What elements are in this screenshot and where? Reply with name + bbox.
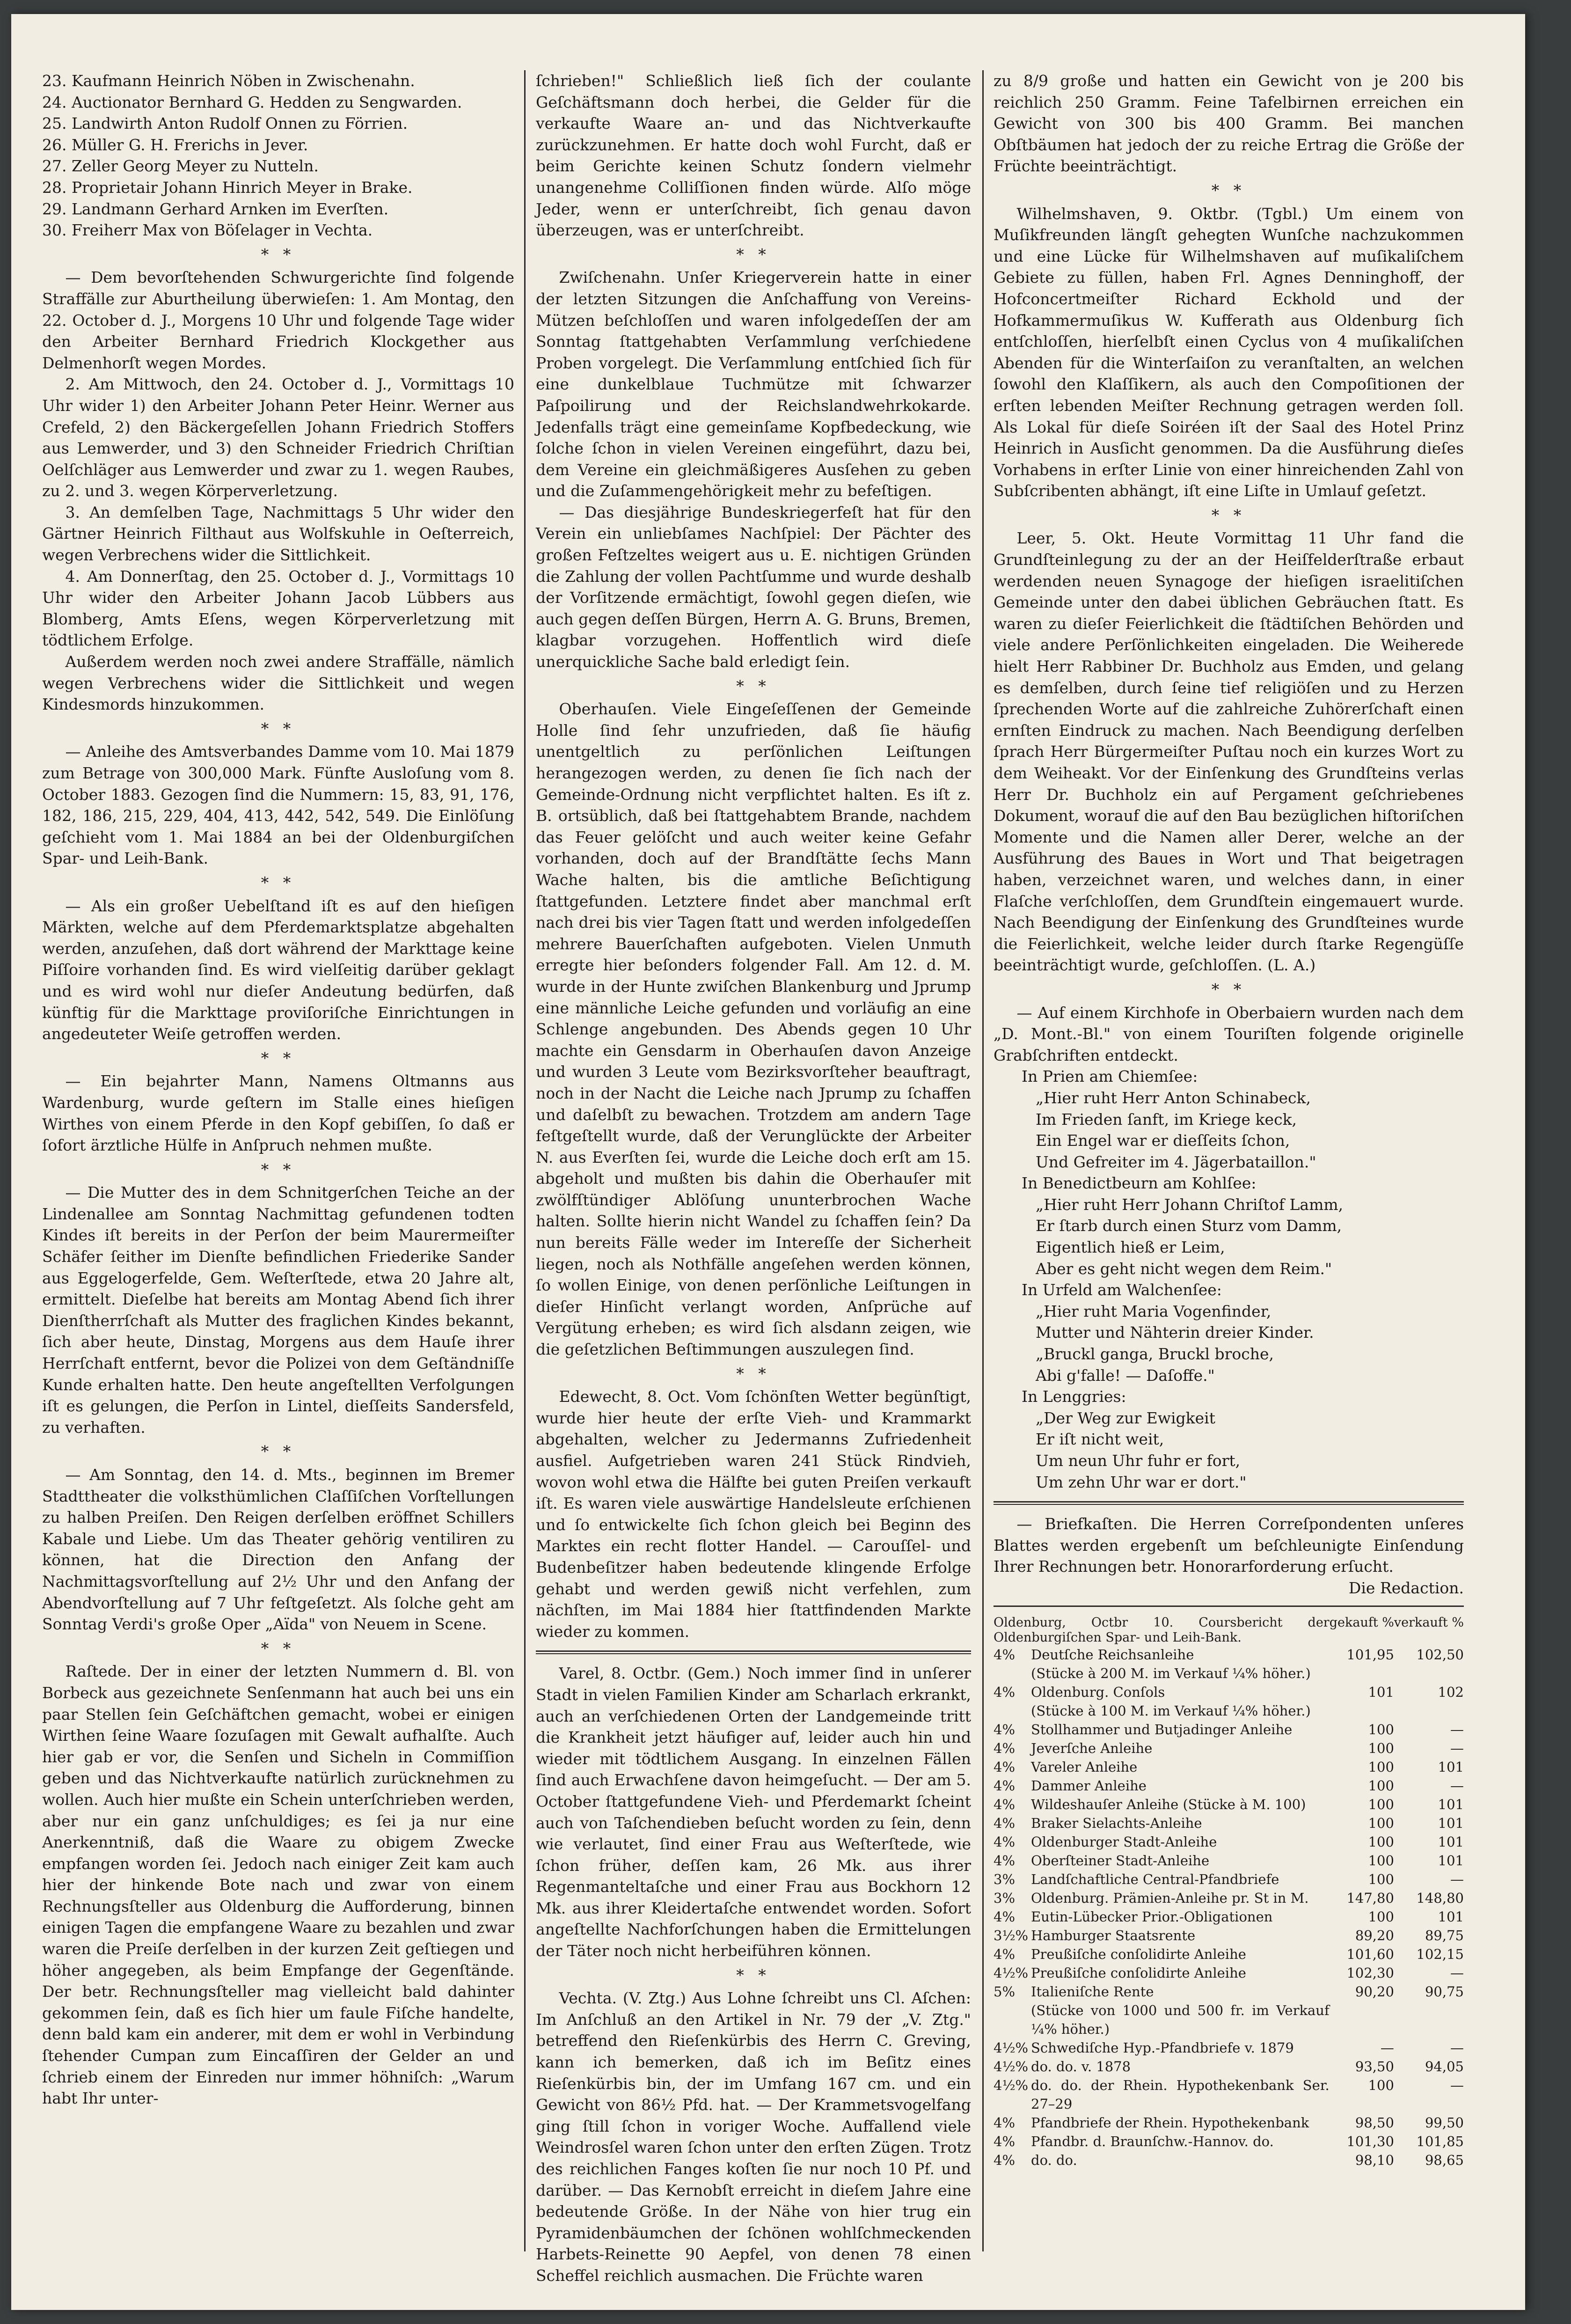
rate-name: Eutin-Lübecker Prior.-Obligationen: [1031, 1908, 1273, 1925]
table-row: [994, 1907, 1464, 1926]
exchange-rate-table: [994, 1615, 1464, 2170]
rate-name: do. do. v. 1878: [1031, 2058, 1131, 2075]
table-row: [994, 1964, 1464, 1982]
rate-buy: 98,50: [1355, 2114, 1394, 2131]
rate-percent: 4%: [994, 1777, 1016, 1794]
rate-percent: 4½%: [994, 1965, 1029, 1981]
article-paragraph: Oberhauſen. Viele Eingeſeſſenen der Gemeinde Holle ſind ſehr unzufrieden, daß ſie häufig unentgeltlich zu perſönlichen Leiſtungen herangezogen werden, zu denen ſie ſich nach der Gemeinde-Ordnung nicht verpflichtet halten. Es iſt z. B. ortsüblich, daß bei ſtattgehabtem Brande, nachdem das Feuer gelöſcht und auch weiter keine Gefahr vorhanden, doch auf der Brandſtätte ſechs Mann Wache halten, bis die amtliche Beſichtigung ſtattgefunden. Letztere findet aber manchmal erſt nach drei bis vier Tagen ſtatt und werden infolgedeſſen mehrere Bauerſchaften aufgeboten. Vielen Unmuth erregte hier beſonders folgender Fall. Am 12. d. M. wurde in der Hunte zwiſchen Blankenburg und Jprump eine männliche Leiche gefunden und vorläufig an eine Schlenge angebunden. Des Abends gegen 10 Uhr machte ein Gensdarm in Oberhauſen davon Anzeige und wurden 3 Leute vom Bezirksvorſteher beauftragt, noch in der Nacht die Leiche nach Jprump zu ſchaffen und daſelbſt zu bewachen. Trotzdem am andern Tage feſtgeſtellt wurde, daß der Verunglückte der Arbeiter N. aus Everſten ſei, wurde die Leiche doch erſt am 15. abgeholt und mußten bis dahin die Oberhauſer mit zwölfſtündiger Ablöſung ununterbrochen Wache halten. Sollte hierin nicht Wandel zu ſchaffen ſein? Da nun bereits Fälle weder im Intereſſe der Sicherheit liegen, noch als Nothfälle angeſehen werden können, ſo wollen Einige, von denen perſönliche Leiſtungen in dieſer Hinſicht verlangt worden, Anſprüche auf Vergütung erheben; es wird ſich alsdann zeigen, wie die geſetzlichen Beſtimmungen auszulegen ſind.: [536, 700, 971, 1359]
table-row: [994, 2057, 1464, 2076]
epitaph-line: Um neun Uhr fuhr er fort,: [1036, 1452, 1241, 1470]
article-paragraph: — Auf einem Kirchhofe in Oberbaiern wurden nach dem „D. Mont.-Bl." von einem Touriſten folgende originelle Grabſchriften entdeckt.: [994, 1003, 1464, 1064]
article-paragraph: — Das diesjährige Bundeskriegerfeſt hat für den Verein ein unliebſames Nachſpiel: Der Pächter des großen Feſtzeltes weigert aus u. E. nichtigen Gründen die Zahlung der vollen Pachtſumme und wurde deshalb der Vorſitzende ermächtigt, ſowohl gegen dieſen, wie auch gegen deſſen Bürgen, Herrn A. G. Bruns, Bremen, klagbar vorzugehen. Hoffentlich wird dieſe unerquickliche Sache bald erledigt ſein.: [536, 503, 971, 671]
rate-percent: 4½%: [994, 2039, 1029, 2056]
separator-stars: * *: [736, 1364, 771, 1383]
rate-sell: 102,15: [1416, 1946, 1464, 1962]
rate-percent: [994, 1664, 1031, 1683]
rate-buy: [1330, 1701, 1394, 1720]
rate-buy: 100: [1368, 2077, 1394, 2093]
table-row: [994, 2113, 1464, 2132]
rate-sell: [1394, 2001, 1464, 2038]
article-paragraph: — Ein bejahrter Mann, Namens Oltmanns aus Wardenburg, wurde geſtern im Stalle eines hieſigen Wirthes von einem Pferde in den Kopf gebiſſen, ſo daß er ſofort ärztliche Hülfe in Anſpruch nehmen mußte.: [42, 1072, 514, 1155]
rate-percent: 3%: [994, 1890, 1016, 1906]
rate-sell: 101: [1438, 1815, 1464, 1831]
newspaper-page: [11, 14, 1525, 2310]
rate-sell: —: [1450, 1777, 1464, 1794]
table-row: [994, 1645, 1464, 1664]
rate-buy: 100: [1368, 1721, 1394, 1738]
epitaph-line: Im Frieden ſanft, im Kriege keck,: [1036, 1110, 1297, 1129]
sell-header: verkauft %: [1394, 1615, 1464, 1630]
table-row: [994, 1795, 1464, 1814]
rate-buy: 101,95: [1346, 1646, 1394, 1663]
epitaph-line: Aber es geht nicht wegen dem Reim.": [1036, 1259, 1332, 1278]
rate-sell: 101: [1438, 1796, 1464, 1812]
rate-sell: 148,80: [1416, 1890, 1464, 1906]
table-row: [994, 1851, 1464, 1870]
separator-stars: * *: [736, 245, 771, 264]
rate-buy: —: [1380, 2039, 1394, 2056]
rate-percent: 3½%: [994, 1927, 1029, 1943]
list-item: 28. Proprietair Johann Hinrich Meyer in Brake.: [42, 178, 413, 197]
rate-name: Stollhammer und Butjadinger Anleihe: [1031, 1721, 1293, 1738]
article-paragraph: — Als ein großer Uebelſtand iſt es auf den hieſigen Märkten, welche auf dem Pferdemarktsplatze abgehalten werden, anzuſehen, daß dort während der Markttage keine Piſſoire vorhanden ſind. Es wird vielſeitig darüber geklagt und es wird wohl nur dieſer Andeutung bedürfen, daß künftig für die Markttage proviſoriſche Einrichtungen in angedeuteter Weiſe getroffen werden.: [42, 896, 514, 1043]
rate-percent: 4½%: [994, 2077, 1029, 2093]
epitaph-line: „Bruckl ganga, Bruckl broche,: [1036, 1345, 1274, 1364]
article-paragraph: 3. An demſelben Tage, Nachmittags 5 Uhr wider den Gärtner Heinrich Filthaut aus Wolfskuhle in Oeſterreich, wegen Verbrechens wider die Sittlichkeit.: [42, 503, 514, 565]
rate-percent: 4%: [994, 1721, 1016, 1738]
table-row: [994, 1982, 1464, 2001]
separator-stars: * *: [261, 1160, 296, 1179]
article-paragraph: Vechta. (V. Ztg.) Aus Lohne ſchreibt uns Cl. Aſchen: Im Anſchluß an den Artikel in Nr. 79 der „V. Ztg." betreffend den Rieſenkürbis des Herrn C. Greving, kann ich bemerken, daß ich im Beſitz eines Rieſenkürbis bin, der im Umfang 167 cm. und ein Gewicht von 86½ Pfd. hat. — Der Krammetsvogelfang ging ſtill ſchon in voriger Woche. Auffallend viele Weindrosſel waren ſchon unter den erſten Zügen. Trotz des reichlichen Fanges koſten ſie nur noch 10 Pf. und darüber. — Das Kernobſt erreicht in dieſem Jahre eine bedeutende Größe. In der Nähe von hier trug ein Pyramidenbäumchen der ſchönen wohlſchmeckenden Harbets-Reinette 90 Aepfel, von denen 78 einen Scheffel reichlich ausmachen. Die Früchte waren: [536, 1989, 971, 2285]
separator-stars: * *: [736, 1965, 771, 1984]
rate-name: Preußiſche conſolidirte Anleihe: [1031, 1946, 1246, 1962]
article-paragraph: Außerdem werden noch zwei andere Straffälle, nämlich wegen Verbrechens wider die Sittlichkeit und wegen Kindesmords hinzukommen.: [42, 652, 514, 714]
epitaph-block: [994, 1066, 1464, 1493]
table-row: [994, 1720, 1464, 1739]
rate-buy: 100: [1368, 1852, 1394, 1869]
rate-buy: 100: [1368, 1777, 1394, 1794]
section-rule: [994, 1606, 1464, 1607]
table-row: [994, 1701, 1464, 1720]
rate-sell: 90,75: [1425, 1983, 1464, 2000]
table-header: [994, 1615, 1464, 1645]
rate-percent: 4%: [994, 1815, 1016, 1831]
rate-percent: 3%: [994, 1871, 1016, 1887]
rate-name: Hamburger Staatsrente: [1031, 1927, 1196, 1943]
rate-name: (Stücke von 1000 und 500 fr. im Verkauf ¼% höher.): [1031, 2002, 1330, 2037]
rate-percent: 4%: [994, 1759, 1016, 1775]
column-1: [42, 70, 514, 2270]
rate-name: Oldenburg. Conſols: [1031, 1684, 1165, 1700]
separator-stars: * *: [261, 1639, 296, 1657]
separator-stars: * *: [261, 719, 296, 738]
rate-sell: 99,50: [1425, 2114, 1464, 2131]
rate-buy: 101: [1368, 1684, 1394, 1700]
epitaph-line: „Hier ruht Maria Vogenfinder,: [1036, 1302, 1271, 1320]
rate-name: do. do. der Rhein. Hypothekenbank Ser. 27–29: [1031, 2077, 1330, 2112]
separator-stars: * *: [1211, 181, 1246, 199]
rate-name: Vareler Anleihe: [1031, 1759, 1138, 1775]
table-row: [994, 1683, 1464, 1701]
list-item: 29. Landmann Gerhard Arnken im Everſten.: [42, 199, 389, 218]
rate-name: Preußiſche conſolidirte Anleihe: [1031, 1965, 1246, 1981]
table-row: [994, 1833, 1464, 1851]
rate-name: Oberſteiner Stadt-Anleihe: [1031, 1852, 1210, 1869]
rate-rows: [994, 1645, 1464, 2170]
table-row: [994, 1776, 1464, 1795]
rate-buy: 90,20: [1355, 1983, 1394, 2000]
rate-percent: 4%: [994, 2133, 1016, 2149]
table-row: [994, 1945, 1464, 1964]
rate-buy: 100: [1368, 1740, 1394, 1756]
table-row: [994, 2151, 1464, 2170]
rate-sell: 101: [1438, 1908, 1464, 1925]
article-paragraph: zu 8/9 große und hatten ein Gewicht von je 200 bis reichlich 250 Gramm. Feine Tafelbirnen erreichen ein Gewicht von 300 bis 400 Gramm. Bei manchen Obſtbäumen hat jedoch der zu reiche Ertrag die Größe der Früchte beeinträchtigt.: [994, 72, 1464, 176]
separator-stars: * *: [261, 873, 296, 892]
rate-percent: [994, 2001, 1031, 2038]
rate-percent: 4%: [994, 2114, 1016, 2131]
rate-percent: 4%: [994, 1833, 1016, 1850]
list-item: 24. Auctionator Bernhard G. Hedden zu Sengwarden.: [42, 93, 462, 111]
epitaph-line: Er ſtarb durch einen Sturz vom Damm,: [1036, 1217, 1342, 1235]
epitaph-place: In Benedictbeurn am Kohlſee:: [1022, 1174, 1257, 1193]
table-row: [994, 2001, 1464, 2038]
rate-percent: 4½%: [994, 2058, 1029, 2075]
article-paragraph: Zwiſchenahn. Unſer Kriegerverein hatte in einer der letzten Sitzungen die Anſchaffung von Vereins-Mützen beſchloſſen und waren infolgedeſſen der am Sonntag ſtattgehabten Verſammlung verſchiedene Proben vorgelegt. Die Verſammlung entſchied ſich für eine dunkelblaue Tuchmütze mit ſchwarzer Paſpoilirung und der Reichslandwehrkokarde. Jedenfalls trägt eine gemeinſame Kopfbedeckung, wie ſolche ſchon in vielen Vereinen eingeführt, dazu bei, dem Vereine ein gleichmäßigeres Ausſehen zu geben und die Zuſammengehörigkeit mehr zu befeſtigen.: [536, 268, 971, 500]
table-row: [994, 1889, 1464, 1907]
article-paragraph: Leer, 5. Okt. Heute Vormittag 11 Uhr fand die Grundſteinlegung zu der an der Heiſfelderſtraße erbaut werdenden neuen Synagoge der hieſigen israelitiſchen Gemeinde unter den dabei üblichen Gebräuchen ſtatt. Es waren zu dieſer Feierlichkeit die ſtädtiſchen Behörden und viele andere Perſönlichkeiten eingeladen. Die Weiherede hielt Herr Rabbiner Dr. Buchholz aus Emden, und gelang es demſelben, durch ſeine tief religiöſen und zu Herzen ſprechenden Worte auf die zahlreiche Zuhörerſchaft einen ernſten Eindruck zu machen. Nach Beendigung derſelben ſprach Herr Bürgermeiſter Puſtau noch ein kurzes Wort zu dem Weiheakt. Vor der Einſenkung des Grundſteins verlas Herr Dr. Buchholz ein auf Pergament geſchriebenes Dokument, worauf die auf den Bau bezüglichen hiſtoriſchen Momente und die Namen aller Derer, welche an der Ausführung des Baues in Wort und That beigetragen haben, verzeichnet waren, und welches dann, in einer Flaſche verſchloſſen, dem Grundſtein eingemauert wurde. Nach Beendigung der Einſenkung des Grundſteines wurde die Feierlichkeit, welche leider durch ſtarke Regengüſſe beeinträchtigt wurde, geſchloſſen. (L. A.): [994, 529, 1464, 975]
rates-title: Oldenburg, Octbr 10. Coursbericht der Oldenburgiſchen Spar- und Leih-Bank.: [994, 1615, 1330, 1645]
rate-percent: 4%: [994, 1852, 1016, 1869]
rate-name: Schwediſche Hyp.-Pfandbriefe v. 1879: [1031, 2039, 1294, 2056]
separator-stars: * *: [736, 676, 771, 695]
rate-sell: —: [1450, 1740, 1464, 1756]
rate-percent: 4%: [994, 1646, 1016, 1663]
table-row: [994, 2038, 1464, 2057]
epitaph-line: Eigentlich hieß er Leim,: [1036, 1238, 1225, 1257]
separator-stars: * *: [1211, 506, 1246, 524]
separator-stars: * *: [261, 1048, 296, 1067]
rate-name: Deutſche Reichsanleihe: [1031, 1646, 1194, 1663]
article-paragraph: Varel, 8. Octbr. (Gem.) Noch immer ſind in unſerer Stadt in vielen Familien Kinder am Scharlach erkrankt, auch an verſchiedenen Orten der Landgemeinde tritt die Krankheit jetzt häufiger auf, leider auch hin und wieder mit tödtlichem Ausgang. In einzelnen Fällen ſind auch Erwachſene davon heimgeſucht. — Der am 5. October ſtattgefundene Vieh- und Pferdemarkt ſcheint auch von Taſchendieben beſucht worden zu ſein, denn wie verlautet, ſind einer Frau aus Weſterſtede, wie ſchon früher, deſſen kam, 26 Mk. aus ihrer Regenmanteltaſche und einer Frau aus Bockhorn 12 Mk. aus ihrer Kleidertaſche entwendet worden. Sofort angeſtellte Nachforſchungen haben die Ermittelungen der Täter noch nicht herbeiführen können.: [536, 1664, 971, 1960]
column-3: [994, 70, 1464, 2270]
article-paragraph: — Am Sonntag, den 14. d. Mts., beginnen im Bremer Stadttheater die volksthümlichen Claſſiſchen Vorſtellungen zu halben Preiſen. Den Reigen derſelben eröffnet Schillers Kabale und Liebe. Um das Theater gehörig ventiliren zu können, hat die Direction den Anfang der Nachmittagsvorſtellung auf 2½ Uhr und den Anfang der Abendvorſtellung auf 7 Uhr feſtgeſetzt. Als ſolche geht am Sonntag Verdi's große Oper „Aïda" von Neuem in Scene.: [42, 1466, 514, 1634]
rate-sell: 101: [1438, 1852, 1464, 1869]
epitaph-line: Abi g'falle! — Daſoffe.": [1036, 1366, 1215, 1385]
rate-name: (Stücke à 100 M. im Verkauf ¼% höher.): [1031, 1702, 1311, 1719]
list-item: 30. Freiherr Max von Böſelager in Vechta.: [42, 221, 373, 240]
rate-percent: 4%: [994, 1740, 1016, 1756]
section-rule: [536, 1650, 971, 1654]
rate-name: Wildeshauſer Anleihe (Stücke à M. 100): [1031, 1796, 1306, 1812]
rate-buy: 89,20: [1355, 1927, 1394, 1943]
rate-name: Landſchaftliche Central-Pfandbriefe: [1031, 1871, 1279, 1887]
separator-stars: * *: [261, 1442, 296, 1461]
rate-sell: [1394, 1664, 1464, 1683]
list-item: 27. Zeller Georg Meyer zu Nutteln.: [42, 157, 319, 176]
column-2: [536, 70, 971, 2285]
section-rule: [994, 1501, 1464, 1505]
table-row: [994, 1814, 1464, 1833]
list-item: 26. Müller G. H. Frerichs in Jever.: [42, 135, 308, 154]
rate-buy: 100: [1368, 1759, 1394, 1775]
rate-buy: 93,50: [1355, 2058, 1394, 2075]
rate-sell: —: [1450, 2039, 1464, 2056]
list-item: 25. Landwirth Anton Rudolf Onnen zu Förrien.: [42, 114, 408, 133]
epitaph-place: In Prien am Chiemſee:: [1022, 1067, 1198, 1086]
rate-buy: 102,30: [1346, 1965, 1394, 1981]
rate-buy: 100: [1368, 1796, 1394, 1812]
separator-stars: * *: [261, 245, 296, 264]
epitaph-line: „Der Weg zur Ewigkeit: [1036, 1408, 1215, 1427]
rate-buy: [1330, 2001, 1394, 2038]
rate-sell: —: [1450, 2077, 1464, 2093]
table-row: [994, 1664, 1464, 1683]
epitaph-line: Ein Engel war er dieſſeits ſchon,: [1036, 1131, 1290, 1150]
column-rule: [524, 70, 526, 2251]
rate-name: Pfandbriefe der Rhein. Hypothekenbank: [1031, 2114, 1309, 2131]
article-paragraph: Edewecht, 8. Oct. Vom ſchönſten Wetter begünſtigt, wurde hier heute der erſte Vieh- und Krammarkt abgehalten, welcher zu Jedermanns Zufriedenheit ausfiel. Aufgetrieben waren 241 Stück Rindvieh, wovon wohl etwa die Hälfte bei guten Preiſen verkauft iſt. Es waren viele auswärtige Handelsleute erſchienen und ſo entwickelte ſich ſchon gleich bei Beginn des Marktes ein recht flotter Handel. — Carouſſel- und Budenbeſitzer haben bedeutende klingende Erfolge gehabt und werden gewiß nicht verfehlen, zum nächſten, im Mai 1884 hier ſtattfindenden Markte wieder zu kommen.: [536, 1387, 971, 1641]
table-row: [994, 2132, 1464, 2151]
rate-sell: 94,05: [1425, 2058, 1464, 2075]
epitaph-line: Er iſt nicht weit,: [1036, 1430, 1164, 1449]
epitaph-line: „Hier ruht Herr Anton Schinabeck,: [1036, 1088, 1311, 1107]
rate-sell: 89,75: [1425, 1927, 1464, 1943]
article-paragraph: 4. Am Donnerſtag, den 25. October d. J., Vormittags 10 Uhr wider den Arbeiter Johann Jacob Lübbers aus Blomberg, Amts Eſens, wegen Körperverletzung mit tödtlichem Erfolge.: [42, 567, 514, 650]
rate-sell: —: [1450, 1871, 1464, 1887]
briefkasten-notice: — Briefkaſten. Die Herren Correſpondenten unſeres Blattes werden ergebenſt um beſchleunigte Einſendung Ihrer Rechnungen betr. Honorarforderung erſucht.: [994, 1515, 1464, 1576]
table-row: [994, 1926, 1464, 1945]
rate-sell: 102: [1438, 1684, 1464, 1700]
epitaph-line: „Hier ruht Herr Johann Chriſtof Lamm,: [1036, 1195, 1344, 1214]
rate-name: Jeverſche Anleihe: [1031, 1740, 1153, 1756]
rate-name: (Stücke à 200 M. im Verkauf ¼% höher.): [1031, 1665, 1311, 1681]
table-row: [994, 1758, 1464, 1776]
separator-stars: * *: [1211, 980, 1246, 998]
table-row: [994, 1739, 1464, 1758]
buy-header: gekauft %: [1329, 1615, 1394, 1630]
rate-sell: 101: [1438, 1759, 1464, 1775]
epitaph-place: In Lenggries:: [1022, 1387, 1126, 1406]
rate-percent: 4%: [994, 1946, 1016, 1962]
article-paragraph: — Die Mutter des in dem Schnitgerſchen Teiche an der Lindenallee am Sonntag Nachmittag gefundenen todten Kindes iſt bereits in der Perſon der beim Maurermeiſter Schäfer ſeither im Dienſte befindlichen Friederike Sander aus Eggelogerfelde, Gem. Weſterſtede, etwa 20 Jahre alt, ermittelt. Dieſelbe hat bereits am Montag Abend ſich ihrer Dienſtherrſchaft als Mutter des fraglichen Kindes bekannt, ſich aber heute, Dinstag, Morgens aus dem Hauſe ihrer Herrſchaft entfernt, bevor die Polizei von dem Geſtändniſſe Kunde erhalten hatte. Den heute angeſtellten Verfolgungen iſt es gelungen, die Perſon in Lintel, dieſſeits Sandersfeld, zu verhaften.: [42, 1183, 514, 1437]
rate-name: Dammer Anleihe: [1031, 1777, 1147, 1794]
table-row: [994, 2076, 1464, 2113]
rate-percent: 4%: [994, 1684, 1016, 1700]
rate-sell: —: [1450, 1965, 1464, 1981]
epitaph-place: In Urfeld am Walchenſee:: [1022, 1281, 1222, 1299]
signature: Die Redaction.: [1348, 1578, 1464, 1597]
rate-percent: 4%: [994, 2152, 1016, 2168]
rate-sell: 101: [1438, 1833, 1464, 1850]
epitaph-line: Um zehn Uhr war er dort.": [1036, 1473, 1247, 1491]
rate-sell: 102,50: [1416, 1646, 1464, 1663]
rate-name: Oldenburger Stadt-Anleihe: [1031, 1833, 1217, 1850]
article-paragraph: 2. Am Mittwoch, den 24. October d. J., Vormittags 10 Uhr wider 1) den Arbeiter Johann Peter Heinr. Werner aus Crefeld, 2) den Bäckergeſellen Johann Friedrich Stoffers aus Lemwerder, und 3) den Schneider Friedrich Chriſtian Oelſchläger aus Lemwerder und zwar zu 1. wegen Raubes, zu 2. und 3. wegen Körperverletzung.: [42, 375, 514, 500]
juror-list: [42, 70, 514, 241]
article-paragraph: ſchrieben!" Schließlich ließ ſich der coulante Geſchäftsmann doch herbei, die Gelder für die verkaufte Waare an- und das Nichtverkaufte zurückzunehmen. Er hatte doch wohl Furcht, daß er beim Gerichte keinen Schutz ſondern vielmehr unangenehme Colliſſionen finden würde. Alſo möge Jeder, wenn er unterſchreibt, ſich genau davon überzeugen, was er unterſchreibt.: [536, 72, 971, 240]
epitaph-line: Mutter und Nähterin dreier Kinder.: [1036, 1323, 1314, 1342]
epitaph-line: Und Gefreiter im 4. Jägerbataillon.": [1036, 1152, 1316, 1171]
rate-sell: —: [1450, 1721, 1464, 1738]
list-item: 23. Kaufmann Heinrich Nöben in Zwischenahn.: [42, 72, 415, 90]
rate-buy: 100: [1368, 1833, 1394, 1850]
rate-percent: 4%: [994, 1796, 1016, 1812]
rate-percent: 5%: [994, 1983, 1016, 2000]
rate-buy: 101,30: [1346, 2133, 1394, 2149]
rate-buy: 100: [1368, 1871, 1394, 1887]
rate-name: Braker Sielachts-Anleihe: [1031, 1815, 1202, 1831]
rate-percent: 4%: [994, 1908, 1016, 1925]
rate-buy: 101,60: [1346, 1946, 1394, 1962]
table-row: [994, 1870, 1464, 1889]
rate-buy: 100: [1368, 1815, 1394, 1831]
rate-name: Oldenburg. Prämien-Anleihe pr. St in M.: [1031, 1890, 1309, 1906]
rate-buy: 98,10: [1355, 2152, 1394, 2168]
rate-name: do. do.: [1031, 2152, 1077, 2168]
rate-buy: 100: [1368, 1908, 1394, 1925]
rate-sell: [1394, 1701, 1464, 1720]
article-paragraph: — Dem bevorſtehenden Schwurgerichte ſind folgende Straffälle zur Aburtheilung überwieſen: 1. Am Montag, den 22. October d. J., Morgens 10 Uhr und folgende Tage wider den Arbeiter Bernhard Friedrich Klockgether aus Delmenhorſt wegen Mordes.: [42, 268, 514, 372]
column-rule: [982, 70, 984, 2251]
article-paragraph: Raſtede. Der in einer der letzten Nummern d. Bl. von Borbeck aus gezeichnete Senſenmann hat auch bei uns ein paar Stellen ſein Geſchäftchen gemacht, wobei er einigen Wirthen ſeine Waare ſozuſagen mit Gewalt aufhalſte. Auch hier gab er vor, die Senſen und Sicheln in Commiſſion geben und das Nichtverkaufte natürlich zurücknehmen zu wollen. Auch hier mußte ein Schein unterſchrieben werden, aber nur ein ganz unſchuldiges; es ſei ja nur eine Anerkenntniß, daß die Waare zu obigem Zwecke empfangen worden ſei. Jedoch nach einiger Zeit kam auch hier der hinkende Bote nach und zwar von einem Rechnungsſteller aus Oldenburg die Aufforderung, binnen einigen Tagen die empfangene Waare zu bezahlen und zwar waren die Preiſe derſelben in der kurzen Zeit geſtiegen und höher angegeben, als beim Empfange der Gegenſtände. Der betr. Rechnungsſteller mag vielleicht bald dahinter gekommen ſein, daß es ſich hier um faule Fiſche handelte, denn bald kam ein anderer, mit dem er wohl in Verbindung ſtehender Cumpan zum Eincaſſiren der Gelder an und ſchrieb einem der Einreden nur immer höhniſch: „Warum habt Ihr unter-: [42, 1662, 514, 2108]
rate-percent: [994, 1701, 1031, 1720]
rate-sell: 98,65: [1425, 2152, 1464, 2168]
rate-buy: 147,80: [1346, 1890, 1394, 1906]
rate-sell: 101,85: [1416, 2133, 1464, 2149]
rate-buy: [1330, 1664, 1394, 1683]
article-paragraph: — Anleihe des Amtsverbandes Damme vom 10. Mai 1879 zum Betrage von 300,000 Mark. Fünfte Ausloſung vom 8. October 1883. Gezogen ſind die Nummern: 15, 83, 91, 176, 182, 186, 215, 229, 404, 413, 442, 542, 549. Die Einlöſung geſchieht vom 1. Mai 1884 an bei der Oldenburgiſchen Spar- und Leih-Bank.: [42, 742, 514, 868]
rate-name: Italieniſche Rente: [1031, 1983, 1154, 2000]
article-paragraph: Wilhelmshaven, 9. Oktbr. (Tgbl.) Um einem von Muſikfreunden längſt gehegten Wunſche nachzukommen und eine Lücke für Wilhelmshaven auf muſikaliſchem Gebiete zu füllen, haben Frl. Agnes Denninghoff, der Hofconcertmeiſter Richard Eckhold und der Hofkammermuſikus W. Kufferath aus Oldenburg ſich entſchloſſen, hierſelbſt einen Cyclus von 4 muſikaliſchen Abenden für die Winterſaiſon zu veranſtalten, an welchen ſowohl den Klaſſikern, als auch den Compoſitionen der erſten lebenden Meiſter Rechnung getragen werden ſoll. Als Lokal für dieſe Soiréen iſt der Saal des Hotel Prinz Heinrich in Ausſicht genommen. Da die Ausführung dieſes Vorhabens in erſter Linie von einer hinreichenden Zahl von Subſcribenten abhängt, iſt eine Liſte in Umlauf geſetzt.: [994, 204, 1464, 500]
rate-name: Pfandbr. d. Braunſchw.-Hannov. do.: [1031, 2133, 1274, 2149]
